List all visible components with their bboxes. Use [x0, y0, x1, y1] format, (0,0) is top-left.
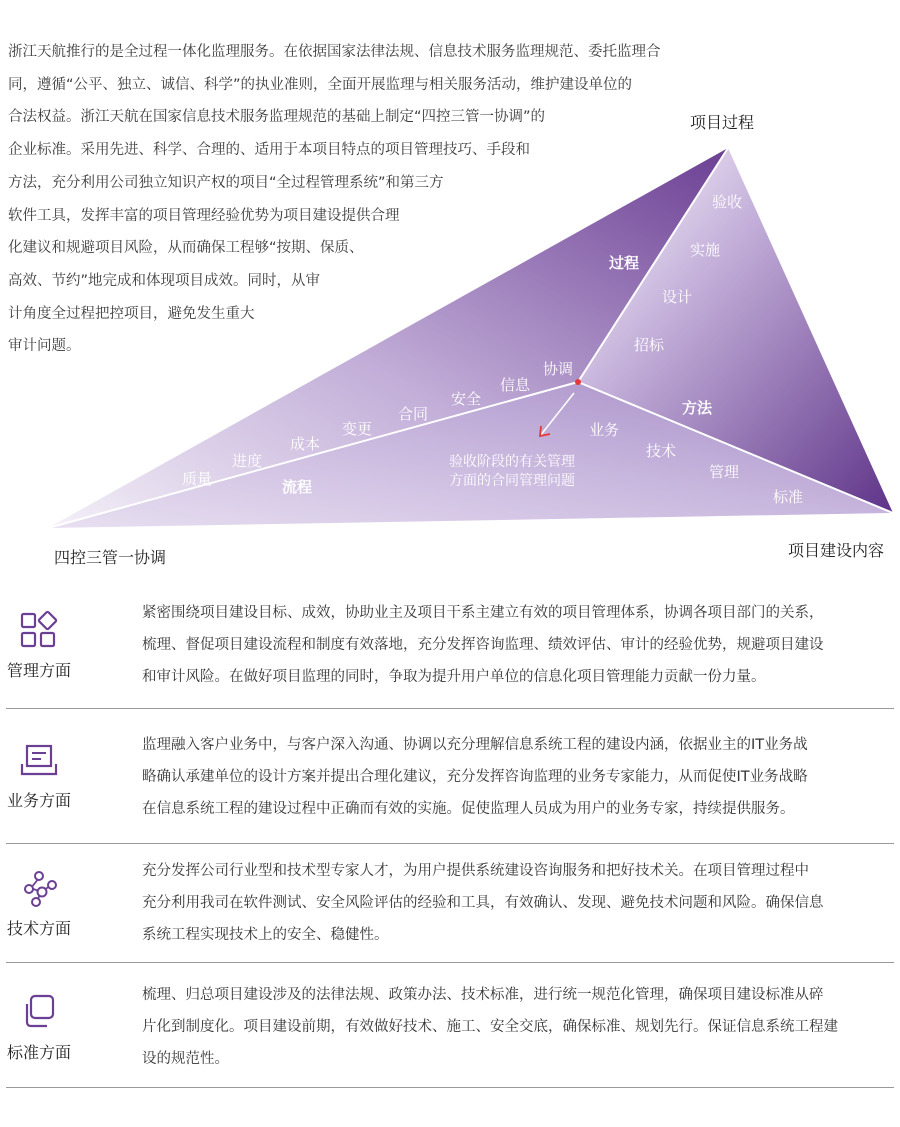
right-label: 标准 [772, 488, 804, 506]
left-label: 质量 [181, 470, 213, 488]
section-line: 充分利用我司在软件测试、安全风险评估的经验和工具，有效确认、发现、避免技术问题和风险。确保信息 [142, 894, 824, 911]
stage-label: 验收 [711, 193, 743, 211]
corner-label-left: 四控三管一协调 [54, 548, 167, 567]
section-body [142, 730, 900, 825]
grid-diamond-icon [19, 610, 59, 650]
section-technology [0, 856, 900, 956]
section-line: 略确认承建单位的设计方案并提出合理化建议，充分发挥咨询监理的业务专家能力，从而促使IT业务战略 [142, 768, 808, 785]
section-divider [6, 843, 894, 844]
section-line: 在信息系统工程的建设过程中正确而有效的实施。促使监理人员成为用户的业务专家，持续提供服务。 [142, 800, 795, 817]
right-label: 技术 [645, 442, 677, 460]
right-label: 业务 [588, 421, 620, 439]
intro-line: 审计问题。 [8, 338, 81, 355]
left-label: 安全 [450, 390, 482, 408]
stage-label: 设计 [661, 288, 693, 306]
section-title: 管理方面 [6, 661, 71, 680]
left-label: 成本 [289, 435, 321, 453]
section-line: 片化到制度化。项目建设前期，有效做好技术、施工、安全交底，确保标准、规划先行。保证信息系统工程建 [142, 1018, 838, 1035]
section-line: 紧密围绕项目建设目标、成效，协助业主及项目干系主建立有效的项目管理体系，协调各项目部门的关系， [142, 605, 824, 621]
section-line: 梳理、督促项目建设流程和制度有效落地，充分发挥咨询监理、绩效评估、审计的经验优势，规避项目建设 [142, 636, 824, 653]
corner-label-top: 项目过程 [690, 113, 755, 132]
section-body [142, 598, 900, 693]
intro-line: 浙江天航推行的是全过程一体化监理服务。在依据国家法律法规、信息技术服务监理规范、委托监理合 [8, 44, 661, 60]
section-divider [6, 1087, 894, 1088]
left-label: 进度 [231, 452, 263, 470]
section-business [0, 730, 900, 842]
section-line: 和审计风险。在做好项目监理的同时，争取为提升用户单位的信息化项目管理能力贡献一份力量。 [142, 668, 766, 685]
corner-label-right: 项目建设内容 [788, 541, 885, 560]
left-label: 合同 [397, 405, 429, 423]
molecule-icon [19, 868, 59, 908]
left-label: 变更 [341, 420, 373, 438]
left-label: 协调 [542, 360, 574, 378]
section-title: 技术方面 [6, 919, 71, 938]
stage-label: 实施 [689, 241, 721, 259]
intro-line: 同，遵循“公平、独立、诚信、科学”的执业准则，全面开展监理与相关服务活动，维护建设单位的 [8, 76, 633, 93]
right-label: 管理 [708, 463, 740, 481]
intro-line: 软件工具，发挥丰富的项目管理经验优势为项目建设提供合理 [8, 207, 400, 224]
left-label: 信息 [499, 376, 531, 394]
stacked-squares-icon [19, 992, 59, 1032]
section-line: 充分发挥公司行业型和技术型专家人才，为用户提供系统建设咨询服务和把好技术关。在项目管理过程中 [142, 863, 809, 879]
section-title: 业务方面 [6, 791, 71, 810]
note-line: 验收阶段的有关管理 [449, 454, 575, 470]
section-standards [0, 980, 900, 1090]
section-line: 监理融入客户业务中，与客户深入沟通、协调以充分理解信息系统工程的建设内涵，依据业主的IT业务战 [142, 737, 808, 753]
edge-label-flow: 流程 [281, 478, 313, 496]
pyramid-diagram [0, 110, 900, 580]
section-management [0, 598, 900, 710]
section-line: 梳理、归总项目建设涉及的法律法规、政策办法、技术标准，进行统一规范化管理，确保项目建设标准从碎 [142, 987, 824, 1003]
intro-line: 计角度全过程把控项目，避免发生重大 [8, 305, 255, 322]
apex-dot [575, 379, 581, 385]
intro-line: 高效、节约”地完成和体现项目成效。同时，从审 [8, 272, 321, 289]
intro-line: 化建议和规避项目风险，从而确保工程够“按期、保质、 [8, 240, 364, 257]
stage-label: 招标 [633, 336, 665, 354]
edge-label-method: 方法 [681, 399, 713, 417]
section-body [142, 980, 900, 1075]
section-line: 设的规范性。 [142, 1050, 229, 1067]
note-line: 方面的合同管理问题 [449, 473, 575, 489]
section-divider [6, 708, 894, 709]
intro-line: 合法权益。浙江天航在国家信息技术服务监理规范的基础上制定“四控三管一协调”的 [8, 109, 546, 126]
section-body [142, 856, 900, 951]
section-title: 标准方面 [6, 1043, 71, 1062]
edge-label-process: 过程 [608, 254, 640, 272]
intro-line: 方法，充分利用公司独立知识产权的项目“全过程管理系统”和第三方 [8, 174, 444, 191]
section-divider [6, 962, 894, 963]
section-line: 系统工程实现技术上的安全、稳健性。 [142, 926, 389, 943]
intro-line: 企业标准。采用先进、科学、合理的、适用于本项目特点的项目管理技巧、手段和 [8, 142, 530, 159]
monitor-tray-icon [19, 740, 59, 780]
